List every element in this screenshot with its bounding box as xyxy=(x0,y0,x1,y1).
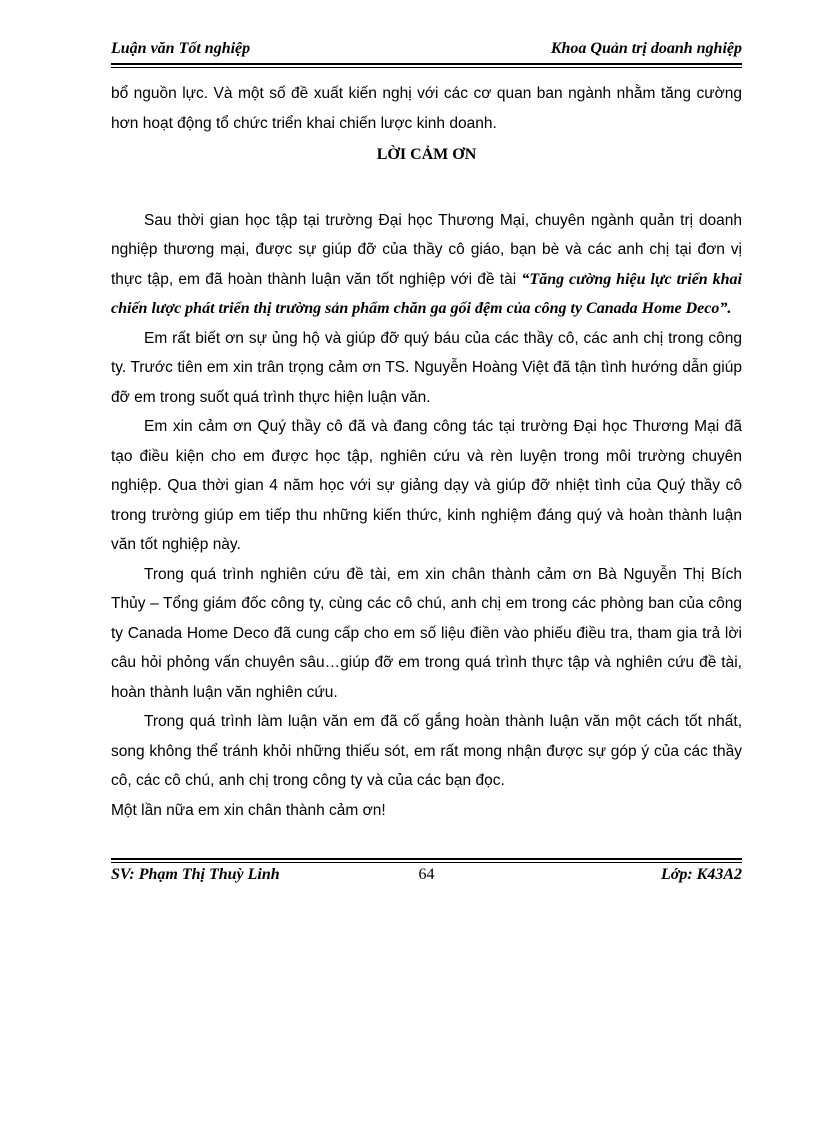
thesis-topic: “Tăng cường hiệu lực triển khai chiến lược phát triển thị trường sản phẩm chăn ga gối đệm của công ty Canada Home Deco”. xyxy=(111,270,742,317)
intro-paragraph: bổ nguồn lực. Và một số đề xuất kiến nghị với các cơ quan ban ngành nhằm tăng cường hơn hoạt động tổ chức triển khai chiến lược kinh doanh. xyxy=(111,85,742,132)
header-divider-thick xyxy=(111,63,742,65)
page-footer xyxy=(111,866,742,890)
paragraph-1 xyxy=(111,206,742,324)
paragraph-5: Trong quá trình làm luận văn em đã cố gắng hoàn thành luận văn một cách tốt nhất, song không thể tránh khỏi những thiếu sót, em rất mong nhận được sự góp ý của các thầy cô, các cô chú, anh chị trong công ty và của các bạn đọc. xyxy=(111,713,742,789)
footer-divider-thin xyxy=(111,862,742,863)
paragraph-3: Em xin cảm ơn Quý thầy cô đã và đang công tác tại trường Đại học Thương Mại đã tạo điều kiện cho em được học tập, nghiên cứu và rèn luyện trong môi trường chuyên nghiệp. Qua thời gian 4 năm học với sự giảng dạy và giúp đỡ nhiệt tình của Quý thầy cô trong trường giúp em tiếp thu những kiến thức, kinh nghiệm đáng quý và hoàn thành luận văn tốt nghiệp này. xyxy=(111,418,742,553)
header-divider-thin xyxy=(111,67,742,68)
paragraph-1-lead: Sau thời gian học tập tại trường Đại học Thương Mại, chuyên ngành quản trị doanh nghiệp thương mại, được sự giúp đỡ của thầy cô giáo, bạn bè và các anh chị tại đơn vị thực tập, em đã hoàn thành luận văn tốt nghiệp với đề tài xyxy=(111,211,742,288)
footer-class: Lớp: K43A2 xyxy=(660,866,742,883)
header-faculty-label: Khoa Quản trị doanh nghiệp xyxy=(550,40,742,57)
document-body xyxy=(111,79,742,825)
closing-line: Một lần nữa em xin chân thành cảm ơn! xyxy=(111,801,386,819)
paragraph-4: Trong quá trình nghiên cứu đề tài, em xin chân thành cảm ơn Bà Nguyễn Thị Bích Thủy – Tổng giám đốc công ty, cùng các cô chú, anh chị em trong các phòng ban của công ty Canada Home Deco đã cung cấp cho em số liệu điền vào phiếu điều tra, tham gia trả lời câu hỏi phỏng vấn chuyên sâu…giúp đỡ em trong quá trình thực tập và nghiên cứu đề tài, hoàn thành luận văn nghiên cứu. xyxy=(111,565,742,701)
footer-divider-thick xyxy=(111,858,742,860)
footer-page-number: 64 xyxy=(418,866,435,883)
page-header xyxy=(111,38,742,64)
header-thesis-label: Luận văn Tốt nghiệp xyxy=(111,40,251,57)
paragraph-2: Em rất biết ơn sự ủng hộ và giúp đỡ quý báu của các thầy cô, các anh chị trong công ty. Trước tiên em xin trân trọng cảm ơn TS. Nguyễn Hoàng Việt đã tận tình hướng dẫn giúp đỡ em trong suốt quá trình thực hiện luận văn. xyxy=(111,329,742,406)
section-title: LỜI CẢM ƠN xyxy=(376,146,477,163)
footer-student-name: SV: Phạm Thị Thuỳ Linh xyxy=(111,866,280,883)
